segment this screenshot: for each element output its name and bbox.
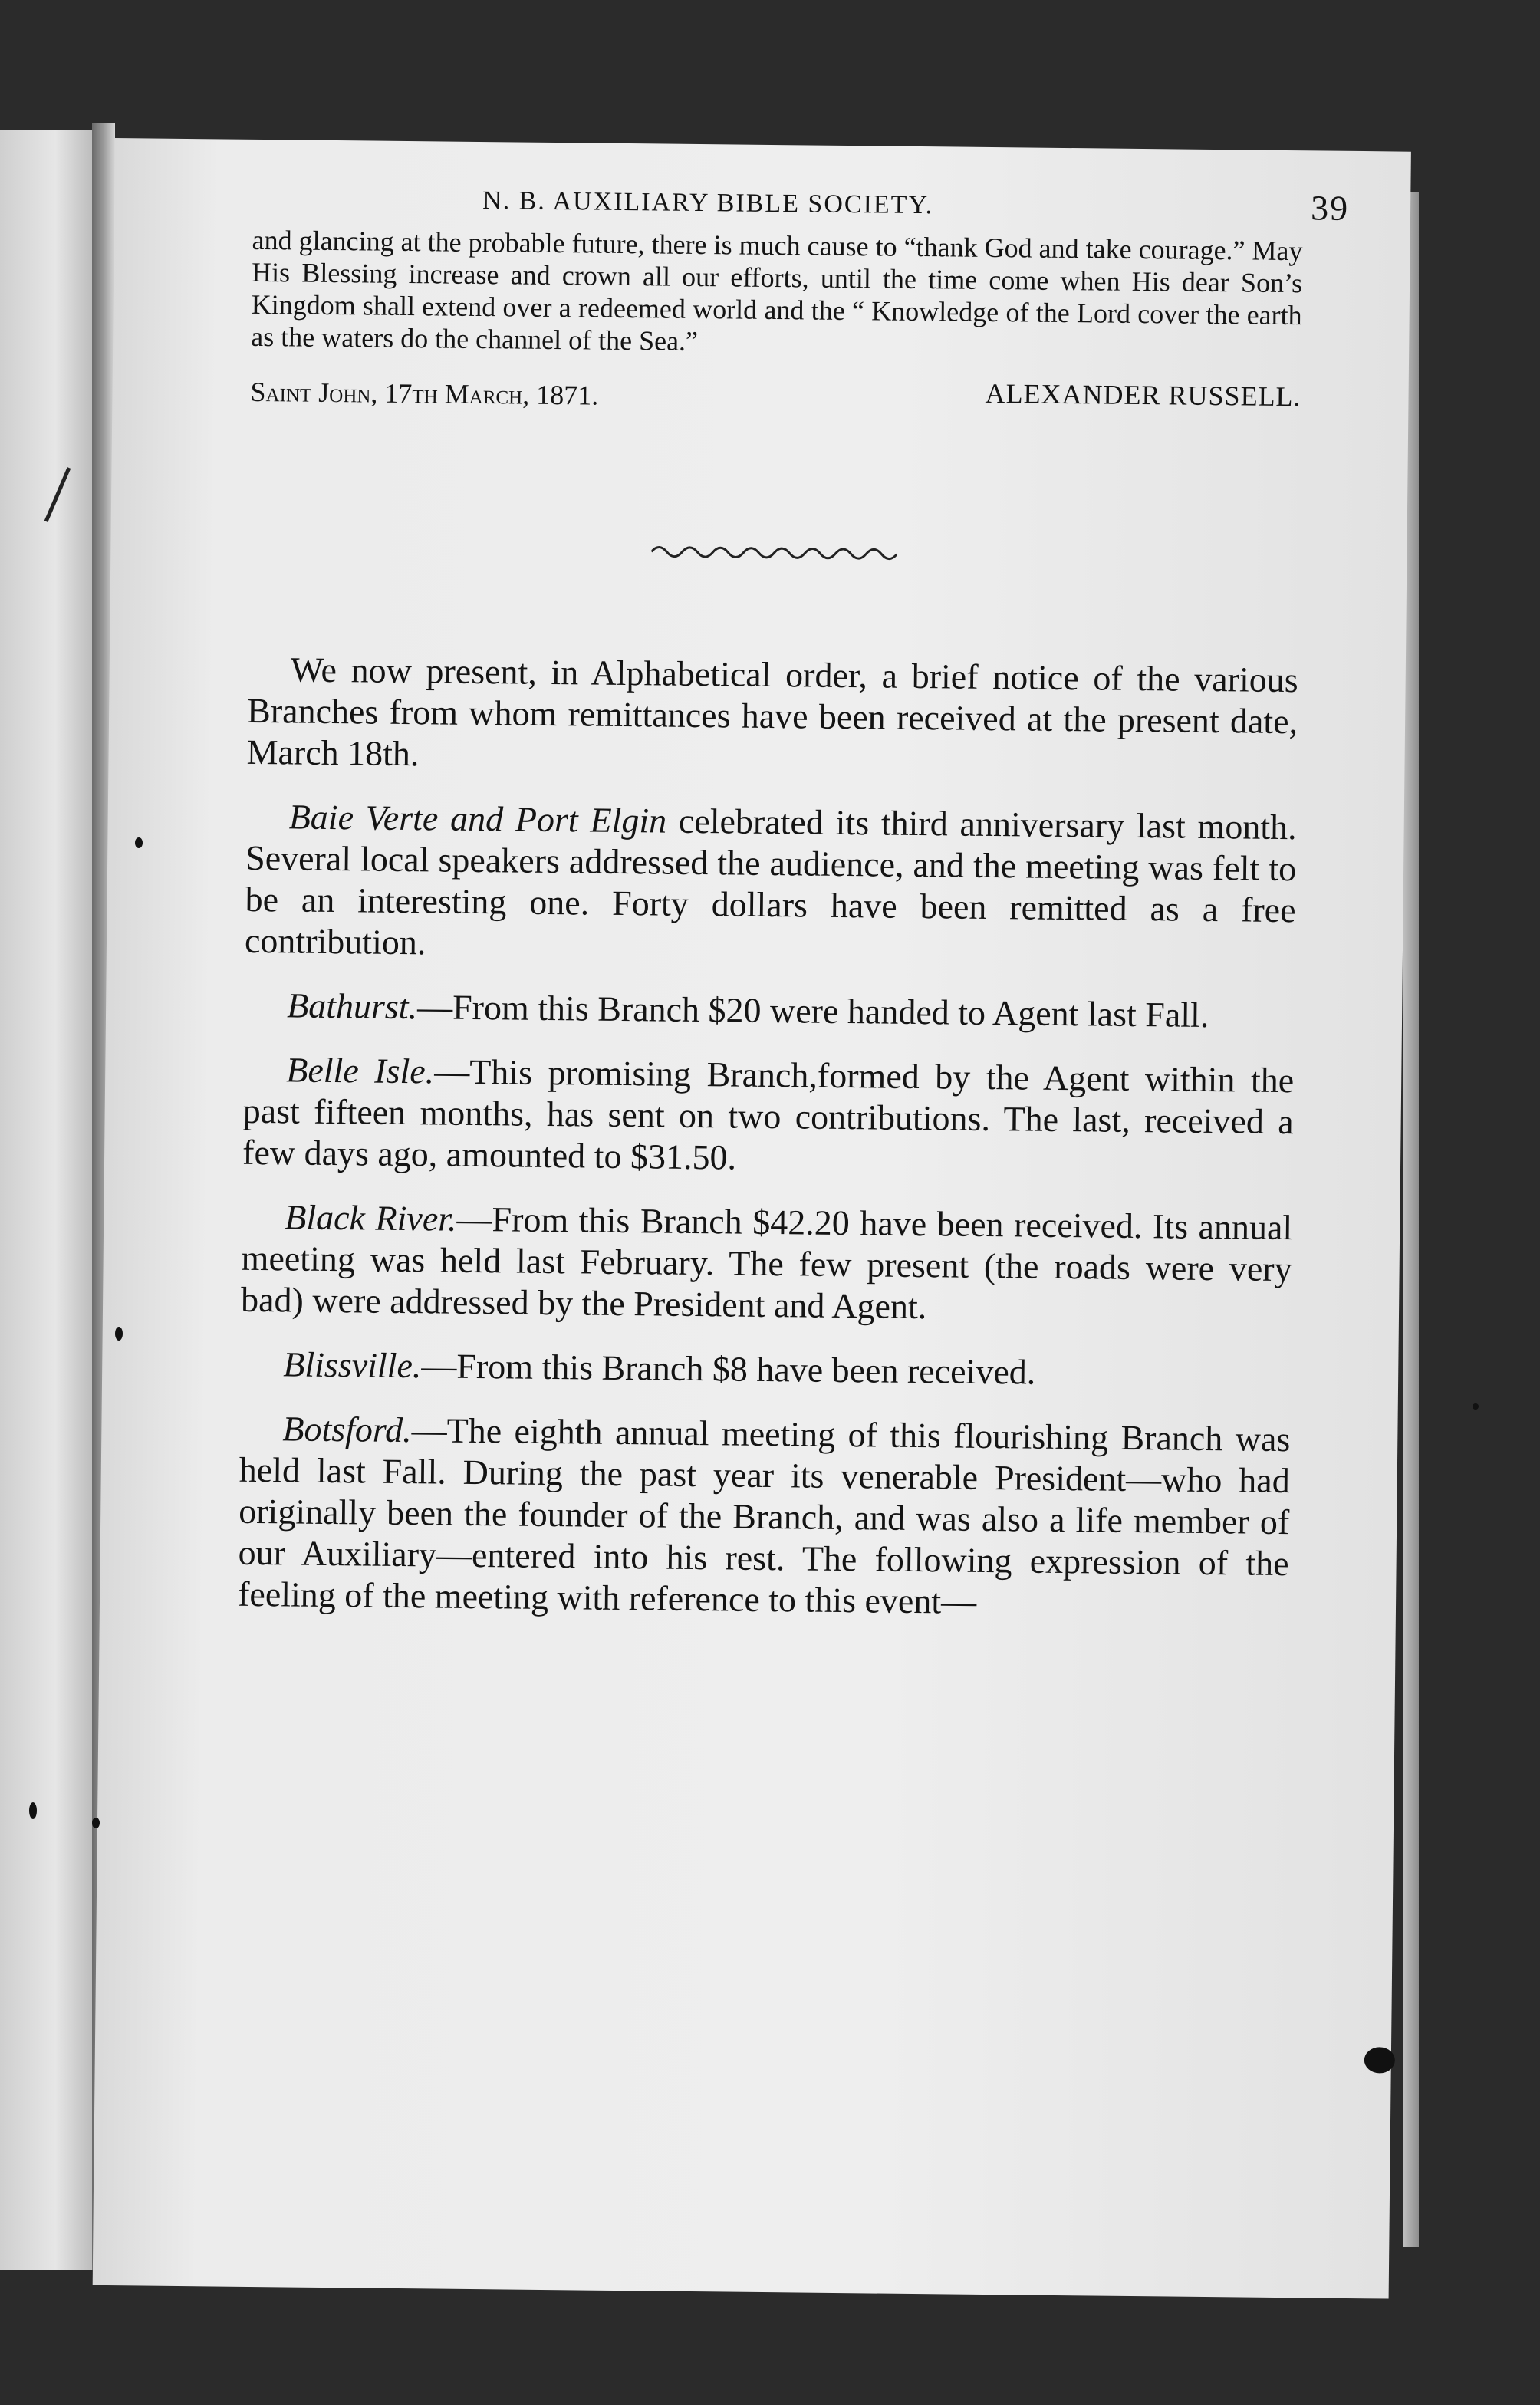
dust-speck	[1473, 1403, 1479, 1410]
branch-name: Baie Verte and Port Elgin	[288, 797, 667, 841]
wavy-divider-ornament	[651, 542, 897, 563]
branch-name: Blissville.	[283, 1344, 422, 1386]
left-page-edge	[0, 130, 92, 2270]
intro-paragraph: and glancing at the probable future, there is much cause to “thank God and take courage.” May His Blessing increase and crown all our efforts, until the time come when His dear Son’s Kingdom shall extend over a redeemed world and the “ Knowledge of the Lord cover the earth as the waters do the channel of the Sea.”	[251, 224, 1303, 357]
branch-name: Botsford.	[282, 1409, 412, 1450]
branch-text: —From this Branch $20 were handed to Agent last Fall.	[416, 987, 1209, 1035]
notice-paragraph: We now present, in Alphabetical order, a brief notice of the various Branches from whom remittances have been received at the present date, March 18th.	[246, 650, 1298, 774]
branch-text: —This promising Branch,formed by the Agent within the past fifteen months, has sent on two contributions. The last, received a few days ago, amounted to $31.50.	[242, 1051, 1295, 1177]
branch-entry	[244, 985, 1295, 1037]
branch-name: Black River.	[285, 1197, 457, 1239]
branch-entry	[242, 1049, 1295, 1184]
branch-text: —From this Branch $42.20 have been received. Its annual meeting was held last February. The few present (the roads were very bad) were addressed by the President and Agent.	[240, 1199, 1293, 1327]
signature-line	[250, 370, 1301, 434]
book-page	[93, 138, 1411, 2299]
page-content	[237, 163, 1350, 1649]
branch-name: Bathurst.	[286, 985, 418, 1027]
margin-marks	[0, 130, 92, 2270]
page-number: 39	[1310, 188, 1350, 228]
branch-entry	[238, 1408, 1291, 1626]
branch-entry	[240, 1344, 1291, 1396]
branch-entry	[241, 1196, 1293, 1331]
running-title: N. B. AUXILIARY BIBLE SOCIETY.	[482, 186, 934, 220]
signature-name: ALEXANDER RUSSELL.	[985, 377, 1301, 413]
dust-speck	[92, 1818, 100, 1828]
branch-text: celebrated its third anniversary last month. Several local speakers addressed the audience, and the meeting was felt to be an interesting one. Forty dollars have been remitted as a free contribution.	[244, 801, 1297, 962]
signature-place-date: Saint John, 17th March, 1871.	[250, 376, 599, 411]
page-header	[252, 163, 1350, 235]
dust-speck	[135, 837, 143, 848]
branch-name: Belle Isle.	[286, 1050, 435, 1091]
dust-speck	[115, 1327, 123, 1341]
dust-speck	[29, 1802, 37, 1819]
branch-entry	[245, 796, 1297, 972]
ink-blot	[1364, 2047, 1395, 2073]
branch-text: —The eighth annual meeting of this flourishing Branch was held last Fall. During the past year its venerable President—who had originally been the founder of the Branch, and was also a life member of our Auxiliary—entered into his rest. The following expression of the feeling of the meeting with reference to this event—	[237, 1410, 1291, 1621]
branch-text: —From this Branch $8 have been received.	[421, 1346, 1036, 1392]
